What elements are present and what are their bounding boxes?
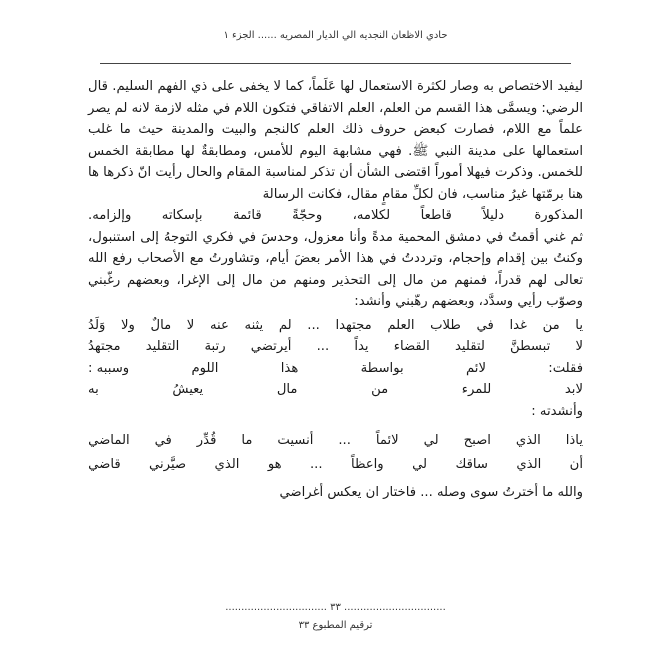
verse-word: الماضي bbox=[88, 433, 130, 448]
verse-word: الذي bbox=[214, 457, 240, 472]
verse-line bbox=[88, 454, 583, 478]
verse-word: عنه bbox=[209, 317, 229, 333]
verse-word: ... bbox=[338, 433, 351, 448]
verse-block-3 bbox=[88, 430, 583, 478]
verse-line-faqult bbox=[88, 358, 583, 380]
verse-word: لائماً bbox=[375, 433, 399, 448]
verse-word: هو bbox=[267, 457, 282, 472]
verse-word: من bbox=[542, 317, 560, 333]
verse-word: غدا bbox=[509, 317, 527, 333]
verse-word: لا bbox=[186, 317, 195, 333]
verse-word: القضاء bbox=[393, 339, 430, 354]
verse-word: ... bbox=[307, 317, 320, 333]
header-rule bbox=[100, 63, 571, 64]
verse-word: تبسطنَّ bbox=[510, 339, 551, 354]
tail-word: المذكورة bbox=[534, 208, 583, 223]
verse-word: ولا bbox=[120, 317, 135, 333]
verse-word: مجتهدُ bbox=[88, 339, 121, 354]
verse-word: يعيشُ bbox=[172, 382, 204, 397]
verse-word: الذي bbox=[516, 457, 542, 472]
verse-line bbox=[88, 336, 583, 358]
verse-word: ... bbox=[309, 457, 323, 472]
verse-line-labud bbox=[88, 379, 583, 401]
verse-word: واعظاً bbox=[350, 457, 384, 472]
faqult-label: فقلت: bbox=[548, 360, 583, 376]
verse-word: في bbox=[476, 317, 494, 333]
verse-word: به bbox=[88, 382, 99, 397]
paragraph-1-last-line bbox=[88, 205, 583, 227]
tail-word: بإسكاته bbox=[161, 208, 203, 223]
verse-word: للمرء bbox=[461, 382, 492, 397]
verse-word: لم bbox=[278, 317, 292, 333]
verse-word: يداً bbox=[354, 339, 369, 354]
paragraph-2: ثم غني أقمتُ في دمشق المحمية مدةً وأنا معزول، وحدسَ في فكري التوجهُ إلى استنبول، وكنتُ بين إقدام وإحجام، وترددتُ في هذا الأمر بعضَ أيام، وتشاورتُ مع الأصحاب رفع الله تعالى لهم قدراً، فمنهم من مال إلى التحذير ومنهم من مال إلى الإغرا، وبعضهم رغّبني وصوّب رأيي وسدَّد، وبعضهم رهّبني وأنشد: bbox=[88, 229, 583, 309]
verse-word: مال bbox=[276, 382, 298, 397]
spacer bbox=[88, 422, 583, 428]
verse-word: مجتهدا bbox=[335, 317, 372, 333]
verse-word: من bbox=[371, 382, 389, 397]
verse-word: رتبة bbox=[204, 339, 226, 354]
verse-word: العلم bbox=[387, 317, 415, 333]
verse-word: أن bbox=[569, 457, 583, 472]
verse-word: لي bbox=[423, 433, 439, 448]
print-page-label: ترقيم المطبوع ٣٣ bbox=[298, 620, 373, 631]
tail-word: لكلامه، bbox=[352, 208, 391, 223]
verse-word: طلاب bbox=[430, 317, 461, 333]
verse-word: التقليد bbox=[145, 339, 180, 354]
verse-word: لا bbox=[575, 339, 583, 354]
verse-word: يثنه bbox=[244, 317, 264, 333]
page-body bbox=[88, 76, 583, 504]
verse-word: لابد bbox=[564, 382, 583, 397]
verse-word: قُدِّر bbox=[196, 433, 217, 448]
verse-word: ياذا bbox=[565, 433, 583, 448]
verse-word: هذا bbox=[280, 360, 299, 376]
verse-word: بواسطة bbox=[360, 360, 404, 376]
tail-word: قاطعاً bbox=[420, 208, 452, 223]
verse-word: في bbox=[154, 433, 172, 448]
verse-word: اللوم bbox=[191, 360, 219, 376]
verse-word: وَلَدُ bbox=[88, 317, 106, 333]
verse-block-1 bbox=[88, 315, 583, 358]
paragraph-1: ليفيد الاختصاص به وصار لكثرة الاستعمال لها عَلَماً، كما لا يخفى على ذي الفهم السليم. قال الرضي: ويسمَّى هذا القسم من العلم، العلم الاتفاقي فتكون اللام في مثله لازمة لانه لم يصر علماً مع اللام، فصارت كبعض حروف ذلك العلم كالنجم والبيت والمدينة حيث ما غلب استعمالها على مدينة النبي ﷺ. فهي مشابهة اليوم للأمس، ومطابقةٌ لها مطابقة الخمس للخمس. وذكرت فيهلا أموراً اقتضى الشأن أن تذكر لمناسبة المقام والحال رأيت انّ ذكرها ها هنا برمّتها غيرُ مناسب، فان لكلِّ مقامٍ مقال، فكانت الرسالة bbox=[88, 79, 583, 202]
verse-word: لي bbox=[412, 457, 428, 472]
tail-word: وحجّةً bbox=[292, 208, 323, 223]
wa-anshadtuh-label: وأنشدته : bbox=[531, 403, 583, 419]
verse-word: صيَّرني bbox=[149, 457, 187, 472]
verse-word: الذي bbox=[515, 433, 541, 448]
verse-word: ... bbox=[316, 339, 330, 354]
verse-word: يا bbox=[575, 317, 583, 333]
verse-word: ما bbox=[241, 433, 253, 448]
tail-word: وإلزامه. bbox=[88, 208, 132, 223]
page-number: ................................ ٣٣ ................................ bbox=[225, 602, 446, 613]
closing-verse: والله ما أخترتُ سوى وصله ... فاختار ان يعكس أغراضي bbox=[279, 485, 583, 500]
verse-word: لائم bbox=[466, 360, 486, 376]
verse-line bbox=[88, 430, 583, 454]
verse-word: أنسيت bbox=[277, 433, 314, 448]
verse-word: قاضي bbox=[88, 457, 121, 472]
tail-word: قائمة bbox=[232, 208, 262, 223]
verse-word: أيرتضي bbox=[250, 339, 292, 354]
tail-word: دليلاً bbox=[482, 208, 504, 223]
running-header: حادي الاظعان النجديه الي الديار المصريه ...... الجزء ١ bbox=[223, 30, 448, 41]
verse-word: وسببه : bbox=[88, 360, 130, 376]
verse-word: لتقليد bbox=[454, 339, 485, 354]
verse-word: مالٌ bbox=[150, 317, 172, 333]
verse-line bbox=[88, 315, 583, 337]
verse-word: اصبح bbox=[463, 433, 491, 448]
verse-word: ساقك bbox=[455, 457, 488, 472]
